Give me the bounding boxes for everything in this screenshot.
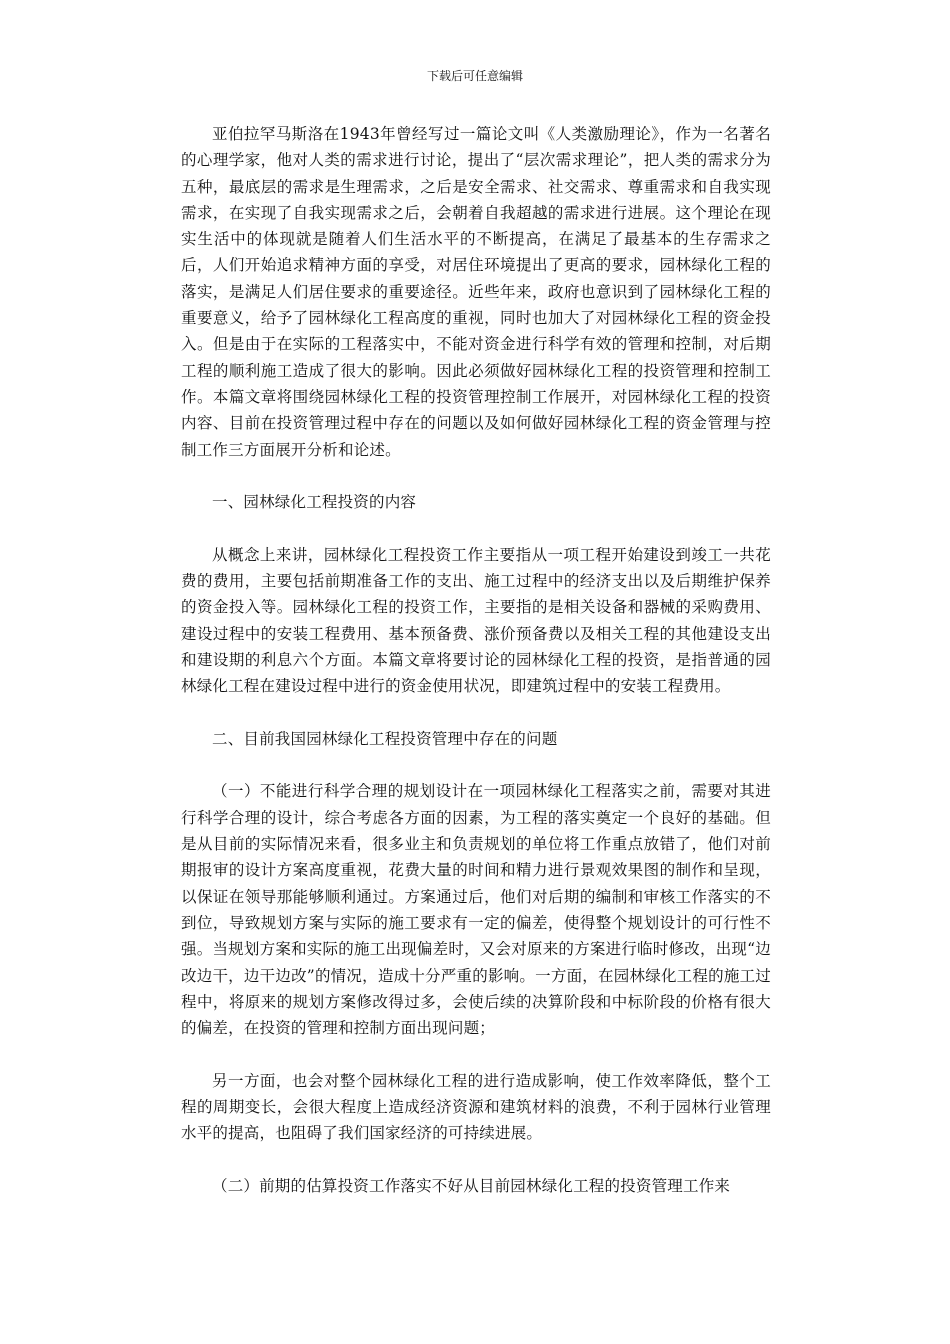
section-1-paragraph: 从概念上来讲，园林绿化工程投资工作主要指从一项工程开始建设到竣工一共花费的费用，主要包括前期准备工作的支出、施工过程中的经济支出以及后期维护保养的资金投入等。园林绿化工程的投资工作，主要指的是相关设备和器械的采购费用、建设过程中的安装工程费用、基本预备费、涨价预备费以及相关工程的其他建设支出和建设期的利息六个方面。本篇文章将要讨论的园林绿化工程的投资，是指普通的园林绿化工程在建设过程中进行的资金使用状况，即建筑过程中的安装工程费用。 — [181, 545, 771, 696]
page-header: 下载后可任意编辑 — [426, 69, 523, 83]
section-2-paragraph-2: 另一方面，也会对整个园林绿化工程的进行造成影响，使工作效率降低，整个工程的周期变长，会很大程度上造成经济资源和建筑材料的浪费，不利于园林行业管理水平的提高，也阻碍了我们国家经济的可持续进展。 — [181, 1071, 771, 1143]
document-body — [181, 121, 771, 1199]
section-2-paragraph-3: （二）前期的估算投资工作落实不好从目前园林绿化工程的投资管理工作来 — [212, 1176, 731, 1195]
section-heading-2: 二、目前我国园林绿化工程投资管理中存在的问题 — [212, 729, 558, 748]
paragraph-spacer — [181, 1041, 771, 1067]
section-heading-1: 一、园林绿化工程投资的内容 — [212, 493, 417, 512]
paragraph-spacer — [181, 700, 771, 726]
intro-paragraph: 亚伯拉罕马斯洛在1943年曾经写过一篇论文叫《人类激励理论》，作为一名著名的心理学家，他对人类的需求进行讨论，提出了“层次需求理论”，把人类的需求分为五种，最底层的需求是生理需求，之后是安全需求、社交需求、尊重需求和自我实现需求，在实现了自我实现需求之后，会朝着自我超越的需求进行进展。这个理论在现实生活中的体现就是随着人们生活水平的不断提高，在满足了最基本的生存需求之后，人们开始追求精神方面的享受，对居住环境提出了更高的要求，园林绿化工程的落实，是满足人们居住要求的重要途径。近些年来，政府也意识到了园林绿化工程的重要意义，给予了园林绿化工程高度的重视，同时也加大了对园林绿化工程的资金投入。但是由于在实际的工程落实中，不能对资金进行科学有效的管理和控制，对后期工程的顺利施工造成了很大的影响。因此必须做好园林绿化工程的投资管理和控制工作。本篇文章将围绕园林绿化工程的投资管理控制工作展开，对园林绿化工程的投资内容、目前在投资管理过程中存在的问题以及如何做好园林绿化工程的资金管理与控制工作三方面展开分析和论述。 — [181, 125, 771, 459]
paragraph-spacer — [181, 752, 771, 778]
section-2-paragraph-1: （一）不能进行科学合理的规划设计在一项园林绿化工程落实之前，需要对其进行科学合理的设计，综合考虑各方面的因素，为工程的落实奠定一个良好的基础。但是从目前的实际情况来看，很多业主和负责规划的单位将工作重点放错了，他们对前期报审的设计方案高度重视，花费大量的时间和精力进行景观效果图的制作和呈现，以保证在领导那能够顺利通过。方案通过后，他们对后期的编制和审核工作落实的不到位，导致规划方案与实际的施工要求有一定的偏差，使得整个规划设计的可行性不强。当规划方案和实际的施工出现偏差时，又会对原来的方案进行临时修改，出现“边改边干，边干边改”的情况，造成十分严重的影响。一方面，在园林绿化工程的施工过程中，将原来的规划方案修改得过多，会使后续的决算阶段和中标阶段的价格有很大的偏差，在投资的管理和控制方面出现问题； — [181, 782, 771, 1038]
paragraph-spacer — [181, 463, 771, 489]
paragraph-spacer — [181, 515, 771, 541]
paragraph-spacer — [181, 1147, 771, 1173]
